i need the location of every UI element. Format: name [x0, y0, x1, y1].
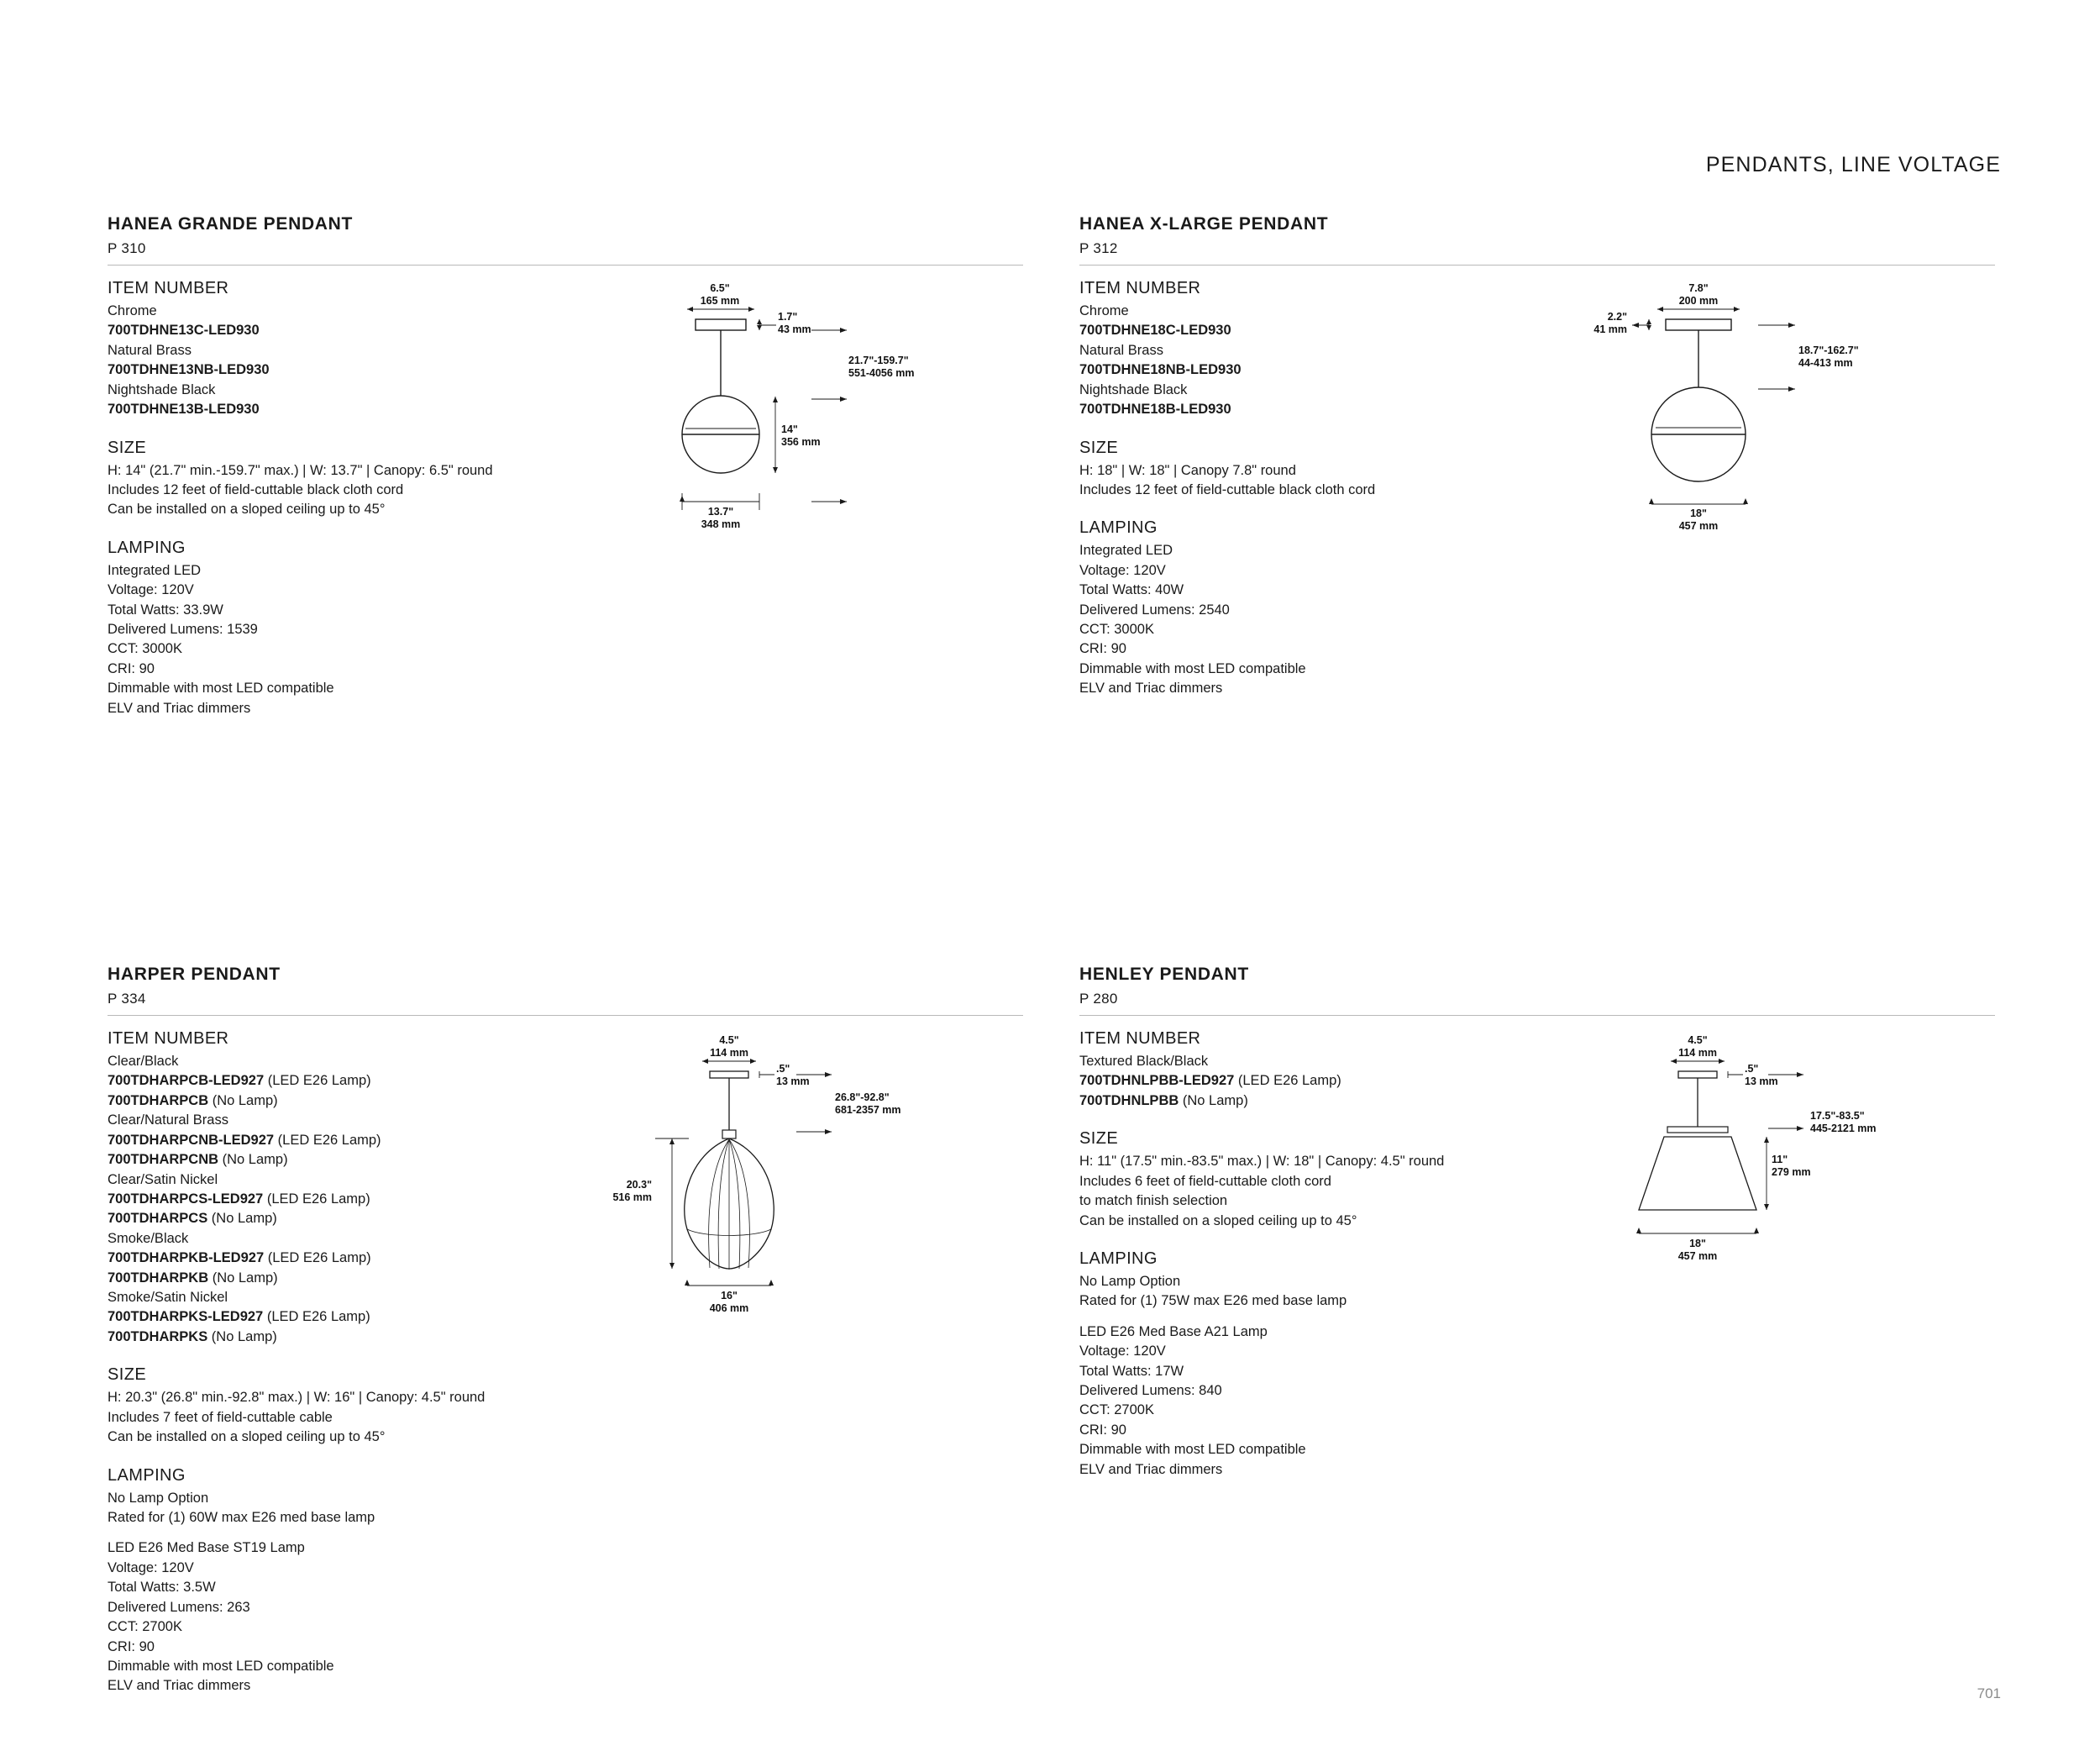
sku: 700TDHARPCNB: [108, 1152, 219, 1168]
product-page-ref: P 334: [108, 991, 146, 1007]
dim-canopy-height: [1567, 311, 1627, 337]
product-title: HANEA GRANDE PENDANT: [108, 214, 354, 234]
dim-value-mm: 43 mm: [778, 323, 811, 336]
lamping-line: CRI: 90: [1079, 1422, 1126, 1438]
sku-note: (No Lamp): [212, 1092, 278, 1108]
lamping-line: Total Watts: 33.9W: [108, 602, 223, 618]
lamping-line: Delivered Lumens: 2540: [1079, 602, 1230, 618]
lamping-line: No Lamp Option: [1079, 1273, 1181, 1289]
finish-label: Natural Brass: [1079, 342, 1163, 358]
sku: 700TDHARPCS: [108, 1211, 208, 1227]
product-page-ref: P 312: [1079, 240, 1118, 256]
dim-value-in: .5ʺ: [776, 1063, 790, 1075]
dim-canopy-width: [682, 282, 758, 308]
page-number: 701: [1977, 1685, 2001, 1701]
dim-value-mm: 348 mm: [701, 518, 741, 531]
lamping-line: Total Watts: 17W: [1079, 1363, 1184, 1379]
lamping-line: LED E26 Med Base A21 Lamp: [1079, 1323, 1268, 1339]
dim-value-in: 18ʺ: [1690, 507, 1707, 519]
lamping-line: ELV and Triac dimmers: [1079, 681, 1223, 697]
divider: [1079, 265, 1995, 266]
lamping-line: CRI: 90: [1079, 641, 1126, 657]
dim-body-width: [696, 1290, 763, 1316]
sku: 700TDHNE18C-LED930: [1079, 323, 1231, 339]
dim-value-mm: 457 mm: [1678, 520, 1719, 533]
size-line: Includes 7 feet of field-cuttable cable: [108, 1409, 333, 1425]
product-title: HANEA X-LARGE PENDANT: [1079, 214, 1329, 234]
finish-label: Smoke/Black: [108, 1230, 189, 1246]
sku-note: (LED E26 Lamp): [266, 1309, 370, 1325]
dim-value-mm: 406 mm: [709, 1302, 749, 1315]
dim-value-in: 4.5ʺ: [1688, 1034, 1708, 1046]
lamping-line: ELV and Triac dimmers: [1079, 1461, 1223, 1477]
sku-row: [108, 1131, 595, 1150]
dim-value-in: 18.7ʺ-162.7ʺ: [1798, 344, 1859, 356]
dim-value-in: 20.3ʺ: [626, 1179, 652, 1191]
dim-value-in: 6.5ʺ: [710, 282, 730, 294]
lamping-line: LED E26 Med Base ST19 Lamp: [108, 1540, 305, 1556]
sku: 700TDHNE13NB-LED930: [108, 362, 270, 378]
lamping-line: Voltage: 120V: [1079, 562, 1166, 578]
lamping-line: Integrated LED: [1079, 543, 1173, 559]
sku-row: [108, 1190, 595, 1209]
sku-row: [108, 1307, 595, 1327]
product-drawing-harper: [595, 1029, 1023, 1696]
finish-label: Chrome: [108, 303, 157, 318]
item-number-heading: ITEM NUMBER: [108, 1029, 229, 1048]
dim-value-mm: 165 mm: [700, 295, 740, 308]
spacer: [1079, 1312, 1567, 1322]
lamping-line: Total Watts: 3.5W: [108, 1580, 216, 1596]
dim-value-mm: 356 mm: [781, 436, 821, 449]
dim-canopy-width: [704, 1034, 754, 1060]
size-line: Can be installed on a sloped ceiling up to 45°: [1079, 1212, 1357, 1228]
size-line: to match finish selection: [1079, 1193, 1228, 1209]
product-block-harper: [108, 965, 1023, 1696]
sku: 700TDHARPCNB-LED927: [108, 1132, 275, 1148]
product-block-hanea-grande: [108, 214, 1023, 718]
sku-note: (No Lamp): [1182, 1092, 1248, 1108]
sku-row: [108, 1328, 595, 1347]
sku: 700TDHARPCB-LED927: [108, 1073, 265, 1089]
product-drawing-henley: [1567, 1029, 1995, 1480]
dim-drop: [835, 1091, 901, 1117]
size-line: Can be installed on a sloped ceiling up to 45°: [108, 1429, 386, 1445]
size-line: H: 20.3ʺ (26.8ʺ min.-92.8ʺ max.) | W: 16ʺ | Canopy: 4.5ʺ round: [108, 1390, 486, 1406]
sku: 700TDHARPCS-LED927: [108, 1191, 264, 1207]
sku: 700TDHNE18NB-LED930: [1079, 362, 1242, 378]
lamping-line: CCT: 3000K: [108, 641, 182, 657]
dim-drop: [848, 355, 915, 381]
dim-value-mm: 200 mm: [1678, 295, 1719, 308]
lamping-line: Voltage: 120V: [1079, 1343, 1166, 1359]
dim-value-in: 2.2ʺ: [1607, 311, 1627, 323]
sku-row: [108, 1150, 595, 1170]
lamping-line: CRI: 90: [108, 1638, 155, 1654]
sku-note: (No Lamp): [211, 1328, 277, 1344]
sku: 700TDHARPKS-LED927: [108, 1309, 264, 1325]
item-number-heading: ITEM NUMBER: [1079, 279, 1201, 297]
lamping-line: No Lamp Option: [108, 1490, 209, 1506]
size-heading: SIZE: [108, 1365, 147, 1385]
lamping-heading: LAMPING: [108, 1465, 186, 1485]
product-page-ref: P 280: [1079, 991, 1118, 1007]
lamping-line: CCT: 2700K: [1079, 1402, 1154, 1418]
sku-note: (No Lamp): [212, 1270, 278, 1286]
dim-value-in: .5ʺ: [1745, 1063, 1759, 1075]
sku-row: [1079, 1091, 1567, 1111]
sku-note: (LED E26 Lamp): [277, 1132, 381, 1148]
dim-value-mm: 681-2357 mm: [835, 1104, 901, 1117]
dim-value-mm: 551-4056 mm: [848, 367, 915, 380]
dim-canopy-height: [1745, 1063, 1778, 1089]
product-specs: [1079, 279, 1567, 699]
sku: 700TDHNLPBB-LED927: [1079, 1073, 1235, 1089]
product-block-henley: [1079, 965, 1995, 1480]
lamping-line: Voltage: 120V: [108, 1559, 194, 1575]
lamping-line: CRI: 90: [108, 660, 155, 676]
lamping-line: ELV and Triac dimmers: [108, 1678, 251, 1694]
product-specs: [108, 1029, 595, 1696]
sku-row: [108, 1209, 595, 1228]
dim-value-in: 13.7ʺ: [707, 506, 734, 518]
dim-body-width: [685, 506, 756, 532]
sku: 700TDHARPKB-LED927: [108, 1250, 265, 1266]
sku-row: [108, 1091, 595, 1111]
dim-value-in: 26.8ʺ-92.8ʺ: [835, 1091, 890, 1103]
dim-value-in: 18ʺ: [1689, 1238, 1706, 1249]
size-line: Includes 12 feet of field-cuttable black cloth cord: [108, 481, 404, 497]
dim-value-in: 16ʺ: [721, 1290, 738, 1301]
lamping-line: CCT: 2700K: [108, 1619, 182, 1635]
lamping-line: Dimmable with most LED compatible: [108, 681, 334, 697]
lamping-line: Rated for (1) 60W max E26 med base lamp: [108, 1510, 375, 1526]
dim-value-mm: 279 mm: [1772, 1166, 1811, 1179]
finish-label: Chrome: [1079, 303, 1129, 318]
lamping-heading: LAMPING: [108, 538, 186, 557]
sku-row: [108, 1269, 595, 1288]
dim-value-mm: 445-2121 mm: [1810, 1123, 1877, 1135]
sku: 700TDHNLPBB: [1079, 1092, 1179, 1108]
dim-value-in: 7.8ʺ: [1688, 282, 1709, 294]
finish-label: Natural Brass: [108, 342, 192, 358]
item-number-heading: ITEM NUMBER: [1079, 1029, 1201, 1048]
sku-row: [1079, 1071, 1567, 1091]
product-title: HARPER PENDANT: [108, 965, 281, 984]
lamping-line: Delivered Lumens: 263: [108, 1599, 250, 1615]
dim-value-mm: 13 mm: [1745, 1075, 1778, 1088]
sku-note: (LED E26 Lamp): [267, 1073, 371, 1089]
sku: 700TDHARPCB: [108, 1092, 209, 1108]
dim-body-height: [595, 1179, 652, 1205]
lamping-heading: LAMPING: [1079, 1249, 1158, 1268]
product-page-ref: P 310: [108, 240, 146, 256]
product-specs: [108, 279, 595, 718]
lamping-line: Total Watts: 40W: [1079, 582, 1184, 598]
size-line: Includes 6 feet of field-cuttable cloth cord: [1079, 1173, 1331, 1189]
lamping-line: Delivered Lumens: 840: [1079, 1383, 1222, 1399]
finish-label: Textured Black/Black: [1079, 1054, 1209, 1069]
size-line: H: 11ʺ (17.5ʺ min.-83.5ʺ max.) | W: 18ʺ | Canopy: 4.5ʺ round: [1079, 1154, 1445, 1170]
sku: 700TDHARPKB: [108, 1270, 209, 1286]
dim-value-mm: 114 mm: [1678, 1047, 1717, 1060]
size-heading: SIZE: [108, 438, 147, 457]
product-title: HENLEY PENDANT: [1079, 965, 1249, 984]
dim-body-width: [1661, 507, 1736, 534]
dim-body-width: [1664, 1238, 1731, 1264]
size-line: Can be installed on a sloped ceiling up to 45°: [108, 502, 386, 518]
item-number-heading: ITEM NUMBER: [108, 279, 229, 297]
size-heading: SIZE: [1079, 438, 1119, 457]
divider: [108, 1015, 1023, 1016]
product-block-hanea-xlarge: [1079, 214, 1995, 699]
sku-note: (No Lamp): [211, 1211, 277, 1227]
lamping-line: Delivered Lumens: 1539: [108, 622, 258, 638]
dim-value-mm: 13 mm: [776, 1075, 810, 1088]
finish-label: Clear/Black: [108, 1054, 179, 1069]
lamping-line: Dimmable with most LED compatible: [108, 1658, 334, 1674]
finish-label: Clear/Satin Nickel: [108, 1171, 218, 1187]
finish-label: Smoke/Satin Nickel: [108, 1290, 228, 1306]
sku-note: (LED E26 Lamp): [267, 1250, 371, 1266]
size-heading: SIZE: [1079, 1129, 1119, 1149]
dim-drop: [1798, 344, 1859, 371]
size-line: H: 18ʺ | W: 18ʺ | Canopy 7.8ʺ round: [1079, 462, 1296, 478]
lamping-line: CCT: 3000K: [1079, 622, 1154, 638]
product-drawing-hanea-xlarge: [1567, 279, 1995, 699]
spacer: [108, 1528, 595, 1538]
finish-label: Nightshade Black: [108, 381, 216, 397]
finish-label: Clear/Natural Brass: [108, 1112, 228, 1128]
sku: 700TDHARPKS: [108, 1328, 208, 1344]
page-header: PENDANTS, LINE VOLTAGE: [1705, 153, 2001, 176]
dim-value-mm: 457 mm: [1677, 1250, 1718, 1263]
dim-body-height: [1772, 1154, 1811, 1180]
size-line: Includes 12 feet of field-cuttable black cloth cord: [1079, 481, 1376, 497]
lamping-line: ELV and Triac dimmers: [108, 700, 251, 716]
sku-row: [108, 1249, 595, 1268]
dim-canopy-height: [778, 311, 811, 337]
sku: 700TDHNE18B-LED930: [1079, 402, 1231, 418]
product-drawing-hanea-grande: [595, 279, 1023, 718]
dim-value-in: 21.7ʺ-159.7ʺ: [848, 355, 909, 366]
dimension-drawing: [1567, 279, 1995, 556]
dim-canopy-height: [776, 1063, 810, 1089]
dim-value-mm: 44-413 mm: [1798, 357, 1853, 370]
dim-value-in: 17.5ʺ-83.5ʺ: [1810, 1110, 1865, 1122]
dim-canopy-width: [1672, 1034, 1723, 1060]
dim-canopy-width: [1661, 282, 1736, 308]
sku-note: (LED E26 Lamp): [266, 1191, 370, 1207]
sku-note: (No Lamp): [222, 1152, 288, 1168]
sku-row: [108, 1071, 595, 1091]
lamping-line: Dimmable with most LED compatible: [1079, 660, 1306, 676]
dim-body-height: [781, 423, 821, 450]
dim-value-mm: 41 mm: [1593, 323, 1627, 336]
lamping-line: Dimmable with most LED compatible: [1079, 1442, 1306, 1458]
sku: 700TDHNE13B-LED930: [108, 402, 260, 418]
dim-value-in: 4.5ʺ: [719, 1034, 739, 1046]
dim-value-in: 1.7ʺ: [778, 311, 798, 323]
lamping-line: Voltage: 120V: [108, 582, 194, 598]
dim-value-in: 11ʺ: [1772, 1154, 1788, 1165]
lamping-line: Integrated LED: [108, 562, 201, 578]
lamping-heading: LAMPING: [1079, 518, 1158, 538]
divider: [108, 265, 1023, 266]
size-line: H: 14ʺ (21.7ʺ min.-159.7ʺ max.) | W: 13.7ʺ | Canopy: 6.5ʺ round: [108, 462, 493, 478]
dim-value-in: 14ʺ: [781, 423, 798, 435]
dim-drop: [1810, 1110, 1877, 1136]
sku-note: (LED E26 Lamp): [1237, 1073, 1341, 1089]
divider: [1079, 1015, 1995, 1016]
dim-value-mm: 516 mm: [612, 1191, 652, 1204]
product-specs: [1079, 1029, 1567, 1480]
dim-value-mm: 114 mm: [710, 1047, 748, 1060]
sku: 700TDHNE13C-LED930: [108, 323, 260, 339]
lamping-line: Rated for (1) 75W max E26 med base lamp: [1079, 1293, 1347, 1309]
finish-label: Nightshade Black: [1079, 381, 1188, 397]
